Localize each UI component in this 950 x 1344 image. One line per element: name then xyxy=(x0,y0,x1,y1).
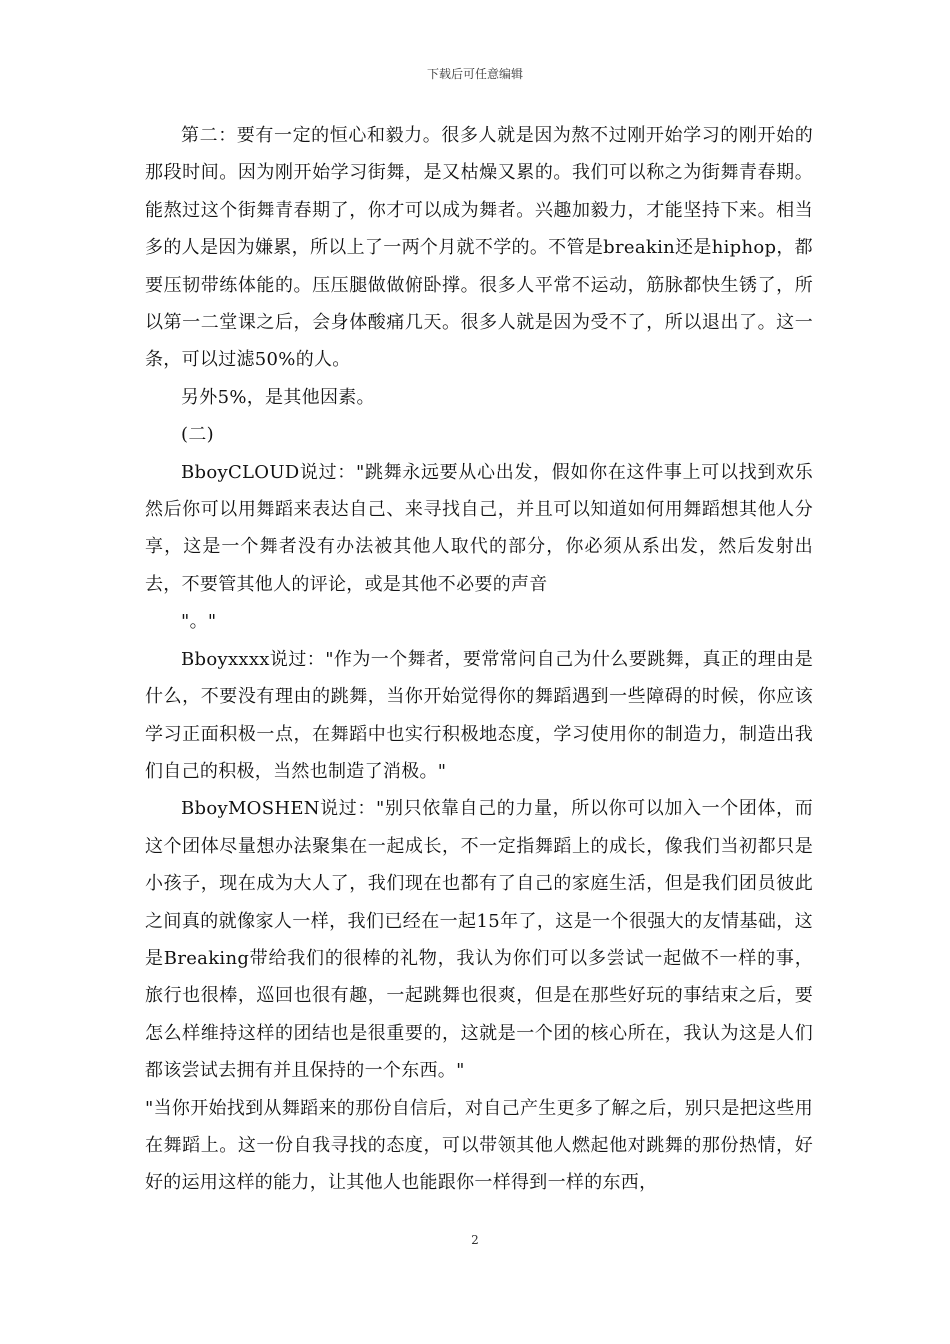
paragraph-bboymoshen-quote: BboyMOSHEN说过："别只依靠自己的力量，所以你可以加入一个团体，而这个团体尽量想办法聚集在一起成长，不一定指舞蹈上的成长，像我们当初都只是小孩子，现在成为大人了，我们现在也都有了自己的家庭生活，但是我们团员彼此之间真的就像家人一样，我们已经在一起15年了，这是一个很强大的友情基础，这是Breaking带给我们的很棒的礼物，我认为你们可以多尝试一起做不一样的事，旅行也很棒，巡回也很有趣，一起跳舞也很爽，但是在那些好玩的事结束之后，要怎么样维持这样的团结也是很重要的，这就是一个团的核心所在，我认为这是人们都该尝试去拥有并且保持的一个东西。" xyxy=(145,798,813,1082)
page-number: 2 xyxy=(471,1233,479,1247)
paragraph-bboyxxxx-quote: Bboyxxxx说过："作为一个舞者，要常常问自己为什么要跳舞，真正的理由是什么，不要没有理由的跳舞，当你开始觉得你的舞蹈遇到一些障碍的时候，你应该学习正面积极一点，在舞蹈中也实行积极地态度，学习使用你的制造力，制造出我们自己的积极，当然也制造了消极。" xyxy=(145,648,813,782)
paragraph-quote-close: "。" xyxy=(181,611,217,633)
paragraph-other-factors: 另外5%，是其他因素。 xyxy=(181,386,375,408)
section-heading-two: (二) xyxy=(181,424,214,446)
page-header: 下载后可任意编辑 xyxy=(426,67,523,81)
paragraph-confidence-quote: "当你开始找到从舞蹈来的那份自信后，对自己产生更多了解之后，别只是把这些用在舞蹈上。这一份自我寻找的态度，可以带领其他人燃起他对跳舞的那份热情，好好的运用这样的能力，让其他人也能跟你一样得到一样的东西， xyxy=(145,1097,813,1194)
paragraph-bboycloud-quote: BboyCLOUD说过："跳舞永远要从心出发，假如你在这件事上可以找到欢乐然后你可以用舞蹈来表达自己、来寻找自己，并且可以知道如何用舞蹈想其他人分享，这是一个舞者没有办法被其他人取代的部分，你必须从系出发，然后发射出去，不要管其他人的评论，或是其他不必要的声音 xyxy=(145,461,813,595)
paragraph-perseverance: 第二：要有一定的恒心和毅力。很多人就是因为熬不过刚开始学习的刚开始的那段时间。因为刚开始学习街舞，是又枯燥又累的。我们可以称之为街舞青春期。能熬过这个街舞青春期了，你才可以成为舞者。兴趣加毅力，才能坚持下来。相当多的人是因为嫌累，所以上了一两个月就不学的。不管是breakin还是hiphop，都要压韧带练体能的。压压腿做做俯卧撑。很多人平常不运动，筋脉都快生锈了，所以第一二堂课之后，会身体酸痛几天。很多人就是因为受不了，所以退出了。这一条，可以过滤50%的人。 xyxy=(145,125,813,371)
document-body xyxy=(145,117,813,1202)
